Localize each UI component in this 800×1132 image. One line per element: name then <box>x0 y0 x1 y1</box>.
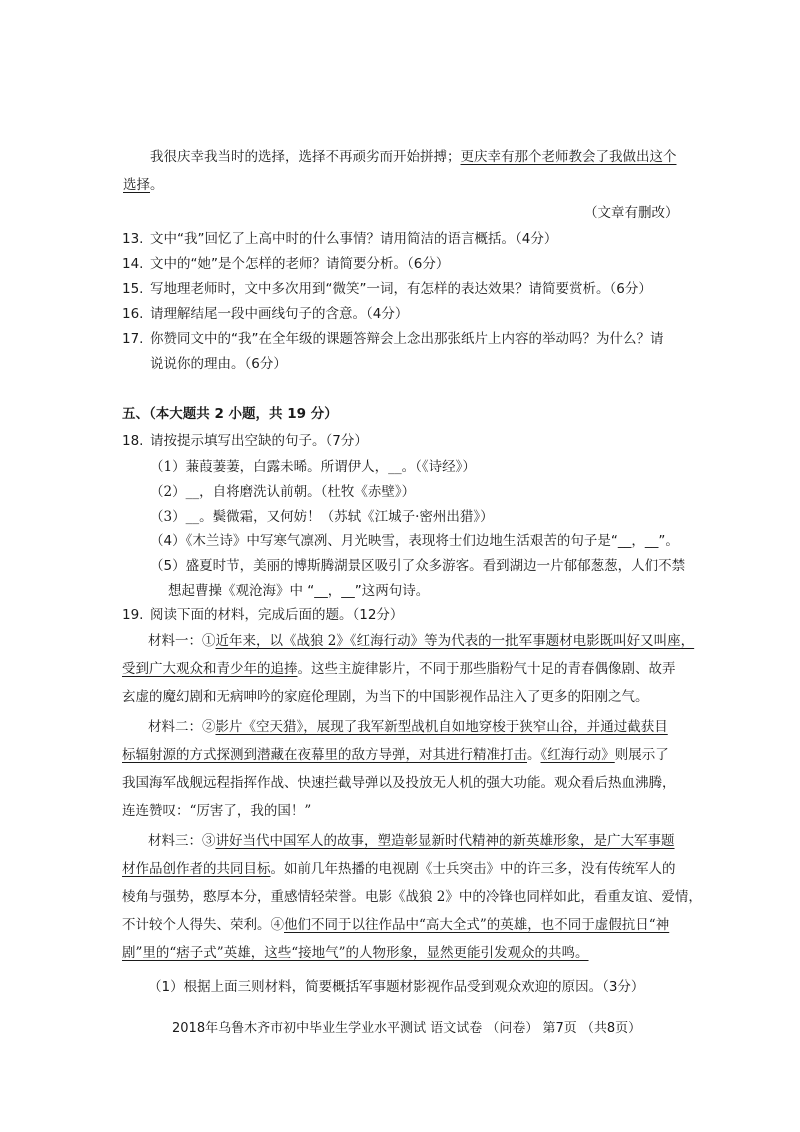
question-number: 15. <box>122 281 144 297</box>
material-3-line-1 <box>148 832 675 850</box>
question-text: 文中的“她”是个怎样的老师？请简要分析。（6分） <box>150 256 450 272</box>
question-number: 19. <box>122 607 144 623</box>
source-note: （文章有删改） <box>584 205 679 221</box>
article-text: 。 <box>150 177 164 193</box>
question-text: 你赞同文中的“我”在全年级的课题答辩会上念出那张纸片上内容的举动吗？为什么？请 <box>150 331 664 347</box>
article-para-line-2 <box>123 176 164 194</box>
underlined-sentence: 更庆幸有那个老师教会了我做出这个 <box>460 149 677 165</box>
q18-item-4: （4）《木兰诗》中写寒气凛冽、月光映雪，表现将士们边地生活艰苦的句子是“__，__”。 <box>150 533 679 549</box>
question-text: 请按提示填写出空缺的句子。（7分） <box>150 433 368 449</box>
material-text: 。如前几年热播的电视剧《士兵突击》中的许三多，没有传统军人的 <box>270 861 676 877</box>
material-text: 则展示了 <box>614 747 669 763</box>
q18-item-5: （5）盛夏时节，美丽的博斯腾湖景区吸引了众多游客。看到湖边一片郁郁葱葱，人们不禁 <box>150 558 686 574</box>
material-2-line-1 <box>148 718 668 736</box>
material-3-line-2 <box>122 860 676 878</box>
question-17-continued: 说说你的理由。（6分） <box>150 356 287 372</box>
q19-sub-question-1: （1）根据上面三则材料，简要概括军事题材影视作品受到观众欢迎的原因。（3分） <box>148 979 645 995</box>
underlined-sentence: 材作品创作者的共同目标 <box>122 861 271 877</box>
underlined-sentence: 近年来，以《战狼 2》《红海行动》等为代表的一批军事题材电影既叫好又叫座， <box>215 633 695 649</box>
material-3-line-5 <box>122 944 589 962</box>
question-text: 文中“我”回忆了上高中时的什么事情？请用简洁的语言概括。（4分） <box>150 231 558 247</box>
question-text: 阅读下面的材料，完成后面的题。（12分） <box>150 607 404 623</box>
material-1-line-2 <box>122 660 676 678</box>
underlined-sentence: 剧”里的“痞子式”英雄，这些“接地气”的人物形象，显然更能引发观众的共鸣。 <box>122 945 589 961</box>
q18-item-5-continued: 想起曹操《观沧海》中 “__，__”这两句诗。 <box>168 583 430 599</box>
underlined-title: 《红海行动》 <box>540 747 615 763</box>
material-3-line-4 <box>122 916 669 934</box>
material-text: 。这些主旋律影片，不同于那些脂粉气十足的青春偶像剧、故弄 <box>297 661 676 677</box>
question-number: 17. <box>122 331 144 347</box>
question-19 <box>122 606 403 624</box>
material-text: 不计较个人得失、荣利。④ <box>122 917 284 933</box>
q18-item-1: （1）蒹葭萋萋，白露未晞。所谓伊人，__。（《诗经》） <box>150 459 476 475</box>
question-number: 13. <box>122 231 144 247</box>
question-17 <box>122 330 664 348</box>
material-1-line-3: 玄虚的魔幻剧和无病呻吟的家庭伦理剧，为当下的中国影视作品注入了更多的阳刚之气。 <box>122 689 649 705</box>
underlined-sentence: 受到广大观众和青少年的追捧 <box>122 661 298 677</box>
question-15 <box>122 280 652 298</box>
material-2-line-3: 我国海军战舰远程指挥作战、快速拦截导弹以及投放无人机的强大功能。观众看后热血沸腾， <box>122 775 676 791</box>
article-para-line-1 <box>150 148 677 166</box>
underlined-sentence: 他们不同于以往作品中“高大全式”的英雄，也不同于虚假抗日“神 <box>284 917 670 933</box>
article-text: 我很庆幸我当时的选择，选择不再顽劣而开始拼搏； <box>150 149 461 165</box>
material-label: 材料三：③ <box>148 833 216 849</box>
question-text: 写地理老师时，文中多次用到“微笑”一词，有怎样的表达效果？请简要赏析。（6分） <box>150 281 652 297</box>
q18-item-2: （2）__，自将磨洗认前朝。（杜牧《赤壁》） <box>150 484 416 500</box>
question-number: 18. <box>122 433 144 449</box>
material-2-line-2 <box>122 746 669 764</box>
question-number: 16. <box>122 306 144 322</box>
underlined-sentence: 标辐射源的方式探测到潜藏在夜幕里的敌方导弹，对其进行精准打击 <box>122 747 527 763</box>
underlined-sentence: 讲好当代中国军人的故事，塑造彰显新时代精神的新英雄形象，是广大军事题 <box>215 833 675 849</box>
question-13 <box>122 230 557 248</box>
question-14 <box>122 255 449 273</box>
question-18 <box>122 432 368 450</box>
material-text: 。 <box>527 747 541 763</box>
material-label: 材料一：① <box>148 633 216 649</box>
material-3-line-3: 棱角与强势，憨厚本分，重感情轻荣誉。电影《战狼 2》中的冷锋也同样如此，看重友谊、爱情， <box>122 889 702 905</box>
question-number: 14. <box>122 256 144 272</box>
underlined-sentence: 选择 <box>123 177 150 193</box>
question-text: 请理解结尾一段中画线句子的含意。（4分） <box>150 306 409 322</box>
section-heading: 五、（本大题共 2 小题，共 19 分） <box>122 406 338 422</box>
underlined-sentence: 影片《空天猎》，展现了我军新型战机自如地穿梭于狭窄山谷，并通过截获目 <box>215 719 668 735</box>
question-16 <box>122 305 408 323</box>
q18-item-3: （3）__。鬓微霜，又何妨！（苏轼《江城子·密州出猎》） <box>150 509 494 525</box>
page-footer: 2018年乌鲁木齐市初中毕业生学业水平测试 语文试卷 （问卷） 第7页 （共8页） <box>172 1021 642 1036</box>
material-1-line-1 <box>148 632 694 650</box>
material-label: 材料二：② <box>148 719 216 735</box>
material-2-line-4: 连连赞叹：“厉害了，我的国！” <box>122 803 312 819</box>
